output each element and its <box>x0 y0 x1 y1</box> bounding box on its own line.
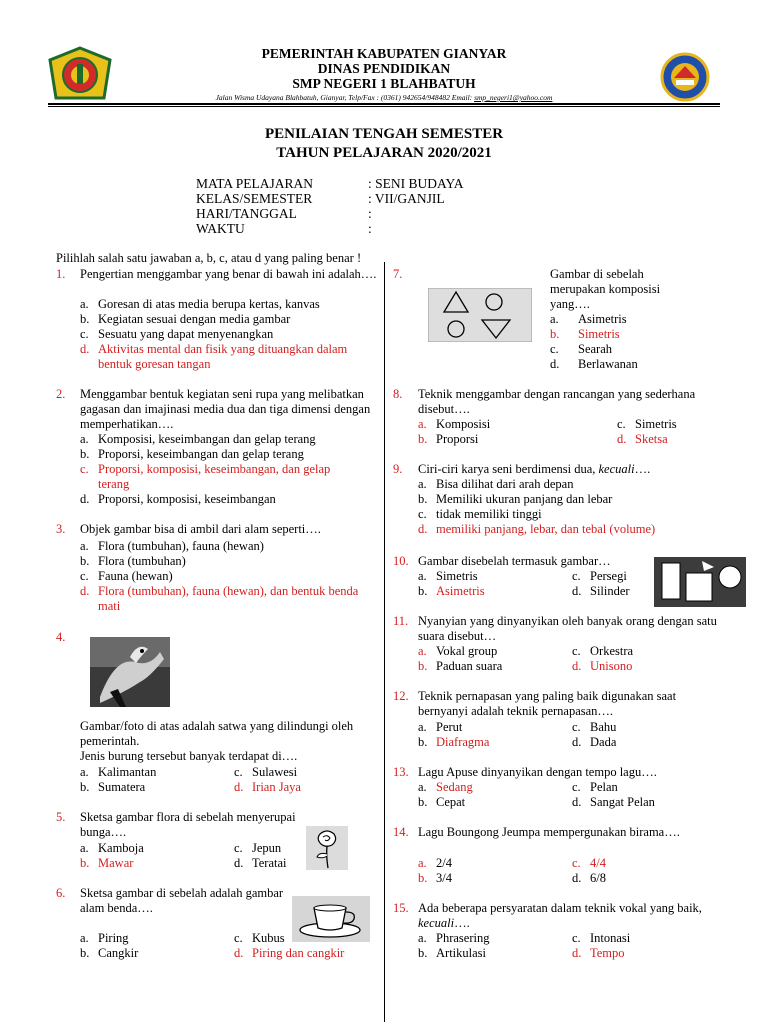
q13-option-d[interactable]: d. Sangat Pelan <box>572 795 655 809</box>
q8-option-a[interactable]: a. Komposisi <box>418 417 491 431</box>
q2-number: 2. <box>56 387 66 401</box>
instruction: Pilihlah salah satu jawaban a, b, c, atau d yang paling benar ! <box>56 251 362 265</box>
q9-option-c[interactable]: c. tidak memiliki tinggi <box>418 507 542 521</box>
q13-option-a[interactable]: a. Sedang <box>418 780 473 794</box>
q12-option-d[interactable]: d. Dada <box>572 735 617 749</box>
q7-option-a[interactable]: a. Asimetris <box>550 312 627 326</box>
header-divider <box>48 103 720 105</box>
bird-photo <box>90 637 170 707</box>
cup-sketch-icon <box>292 896 370 942</box>
q4-text-2: Jenis burung tersebut banyak terdapat di…. <box>80 749 298 763</box>
q1-option-c[interactable]: c. Sesuatu yang dapat menyenangkan <box>80 327 274 341</box>
asymmetric-shapes-icon <box>654 557 746 607</box>
q2-option-b[interactable]: b. Proporsi, keseimbangan dan gelap terang <box>80 447 304 461</box>
q6-option-d[interactable]: d. Piring dan cangkir <box>234 946 345 960</box>
q11-option-d[interactable]: d. Unisono <box>572 659 633 673</box>
q15-option-b[interactable]: b. Artikulasi <box>418 946 486 960</box>
q13-number: 13. <box>393 765 409 779</box>
q12-option-c[interactable]: c. Bahu <box>572 720 617 734</box>
info-value-date: : <box>368 206 372 221</box>
q3-text: Objek gambar bisa di ambil dari alam seperti…. <box>80 522 321 536</box>
q1-option-d[interactable]: d. Aktivitas mental dan fisik yang dituangkan dalam bentuk goresan tangan <box>80 342 348 371</box>
q2-option-a[interactable]: a. Komposisi, keseimbangan dan gelap terang <box>80 432 316 446</box>
q3-option-b[interactable]: b. Flora (tumbuhan) <box>80 554 186 568</box>
q13-option-b[interactable]: b. Cepat <box>418 795 466 809</box>
q9-text: Ciri-ciri karya seni berdimensi dua, kecuali…. <box>418 462 651 476</box>
info-label-subject: MATA PELAJARAN <box>196 176 314 191</box>
q11-text: Nyanyian yang dinyanyikan oleh banyak orang dengan satu suara disebut… <box>418 614 717 643</box>
q2-option-d[interactable]: d. Proporsi, komposisi, keseimbangan <box>80 492 276 506</box>
q13-option-c[interactable]: c. Pelan <box>572 780 618 794</box>
q14-number: 14. <box>393 825 409 839</box>
q7-option-b[interactable]: b. Simetris <box>550 327 620 341</box>
q14-option-b[interactable]: b. 3/4 <box>418 871 452 885</box>
q5-option-c[interactable]: c. Jepun <box>234 841 282 855</box>
q7-text: Gambar di sebelah merupakan komposisi yang…. <box>550 267 661 311</box>
q10-text: Gambar disebelah termasuk gambar… <box>418 554 611 568</box>
header-school: SMP NEGERI 1 BLAHBATUH <box>292 76 476 91</box>
q7-option-c[interactable]: c. Searah <box>550 342 613 356</box>
q10-option-d[interactable]: d. Silinder <box>572 584 630 598</box>
q3-option-d[interactable]: d. Flora (tumbuhan), fauna (hewan), dan bentuk benda mati <box>80 584 359 613</box>
q10-number: 10. <box>393 554 409 568</box>
q4-option-c[interactable]: c. Sulawesi <box>234 765 298 779</box>
q15-text: Ada beberapa persyaratan dalam teknik vokal yang baik, kecuali…. <box>418 901 702 930</box>
q6-option-b[interactable]: b. Cangkir <box>80 946 139 960</box>
q8-option-c[interactable]: c. Simetris <box>617 417 677 431</box>
q14-option-a[interactable]: a. 2/4 <box>418 856 452 870</box>
q4-text-1: Gambar/foto di atas adalah satwa yang dilindungi oleh pemerintah. <box>80 719 354 748</box>
info-value-subject: : SENI BUDAYA <box>368 176 464 191</box>
q11-option-b[interactable]: b. Paduan suara <box>418 659 503 673</box>
q8-text: Teknik menggambar dengan rancangan yang sederhana disebut…. <box>418 387 696 416</box>
q10-option-a[interactable]: a. Simetris <box>418 569 478 583</box>
q9-number: 9. <box>393 462 403 476</box>
header-address: Jalan Wisma Udayana Blahbatuh, Gianyar, Telp/Fax : (0361) 942654/948482 Email: smp_negeri1@yahoo.com <box>215 93 553 102</box>
exam-title: PENILAIAN TENGAH SEMESTER <box>264 126 504 142</box>
rose-sketch-icon <box>306 826 348 870</box>
q11-option-c[interactable]: c. Orkestra <box>572 644 634 658</box>
info-label-time: WAKTU <box>196 221 245 236</box>
q7-option-d[interactable]: d. Berlawanan <box>550 357 638 371</box>
q2-text: Menggambar bentuk kegiatan seni rupa yang melibatkan gagasan dan imajinasi media dua dan tiga dimensi dengan memperhatikan…. <box>80 387 371 431</box>
q9-option-b[interactable]: b. Memiliki ukuran panjang dan lebar <box>418 492 613 506</box>
q5-text: Sketsa gambar flora di sebelah menyerupai bunga…. <box>80 810 296 839</box>
q12-option-a[interactable]: a. Perut <box>418 720 463 734</box>
q1-option-b[interactable]: b. Kegiatan sesuai dengan media gambar <box>80 312 291 326</box>
q1-text: Pengertian menggambar yang benar di bawah ini adalah…. <box>80 267 377 281</box>
q3-option-a[interactable]: a. Flora (tumbuhan), fauna (hewan) <box>80 539 264 553</box>
q8-number: 8. <box>393 387 403 401</box>
q5-option-a[interactable]: a. Kamboja <box>80 841 144 855</box>
q15-number: 15. <box>393 901 409 915</box>
email-link[interactable]: smp_negeri1@yahoo.com <box>474 93 553 102</box>
q1-option-a[interactable]: a. Goresan di atas media berupa kertas, kanvas <box>80 297 320 311</box>
q7-number: 7. <box>393 267 403 281</box>
info-value-class: : VII/GANJIL <box>368 191 445 206</box>
q3-option-c[interactable]: c. Fauna (hewan) <box>80 569 173 583</box>
q3-number: 3. <box>56 522 66 536</box>
q12-option-b[interactable]: b. Diafragma <box>418 735 490 749</box>
q8-option-b[interactable]: b. Proporsi <box>418 432 479 446</box>
q6-text: Sketsa gambar di sebelah adalah gambar alam benda…. <box>80 886 284 915</box>
q5-number: 5. <box>56 810 66 824</box>
q4-option-d[interactable]: d. Irian Jaya <box>234 780 301 794</box>
q1-number: 1. <box>56 267 66 281</box>
q8-option-d[interactable]: d. Sketsa <box>617 432 668 446</box>
q14-option-c[interactable]: c. 4/4 <box>572 856 606 870</box>
column-divider <box>384 262 385 1022</box>
q2-option-c[interactable]: c. Proporsi, komposisi, keseimbangan, dan gelap terang <box>80 462 331 491</box>
header-department: DINAS PENDIDIKAN <box>317 61 451 76</box>
q15-option-d[interactable]: d. Tempo <box>572 946 625 960</box>
q5-option-d[interactable]: d. Teratai <box>234 856 287 870</box>
info-label-class: KELAS/SEMESTER <box>196 191 313 206</box>
q11-option-a[interactable]: a. Vokal group <box>418 644 498 658</box>
q15-option-a[interactable]: a. Phrasering <box>418 931 490 945</box>
q14-text: Lagu Boungong Jeumpa mempergunakan birama…. <box>418 825 680 839</box>
info-value-time: : <box>368 221 372 236</box>
q10-option-c[interactable]: c. Persegi <box>572 569 627 583</box>
info-label-date: HARI/TANGGAL <box>196 206 297 221</box>
q6-option-a[interactable]: a. Piring <box>80 931 129 945</box>
q10-option-b[interactable]: b. Asimetris <box>418 584 485 598</box>
q13-text: Lagu Apuse dinyanyikan dengan tempo lagu…. <box>418 765 657 779</box>
header-divider-thin <box>48 106 720 107</box>
q11-number: 11. <box>393 614 409 628</box>
q12-number: 12. <box>393 689 409 703</box>
header-government: PEMERINTAH KABUPATEN GIANYAR <box>261 46 507 61</box>
q6-number: 6. <box>56 886 66 900</box>
q9-option-d[interactable]: d. memiliki panjang, lebar, dan tebal (volume) <box>418 522 656 536</box>
q12-text: Teknik pernapasan yang paling baik digunakan saat bernyanyi adalah teknik pernapasan…. <box>418 689 677 718</box>
q14-option-d[interactable]: d. 6/8 <box>572 871 606 885</box>
q5-option-b[interactable]: b. Mawar <box>80 856 134 870</box>
q9-option-a[interactable]: a. Bisa dilihat dari arah depan <box>418 477 574 491</box>
q15-option-c[interactable]: c. Intonasi <box>572 931 631 945</box>
q6-option-c[interactable]: c. Kubus <box>234 931 285 945</box>
q4-option-a[interactable]: a. Kalimantan <box>80 765 157 779</box>
q4-option-b[interactable]: b. Sumatera <box>80 780 146 794</box>
shapes-composition-icon <box>428 288 532 342</box>
q4-number: 4. <box>56 630 66 644</box>
exam-year: TAHUN PELAJARAN 2020/2021 <box>276 145 492 161</box>
